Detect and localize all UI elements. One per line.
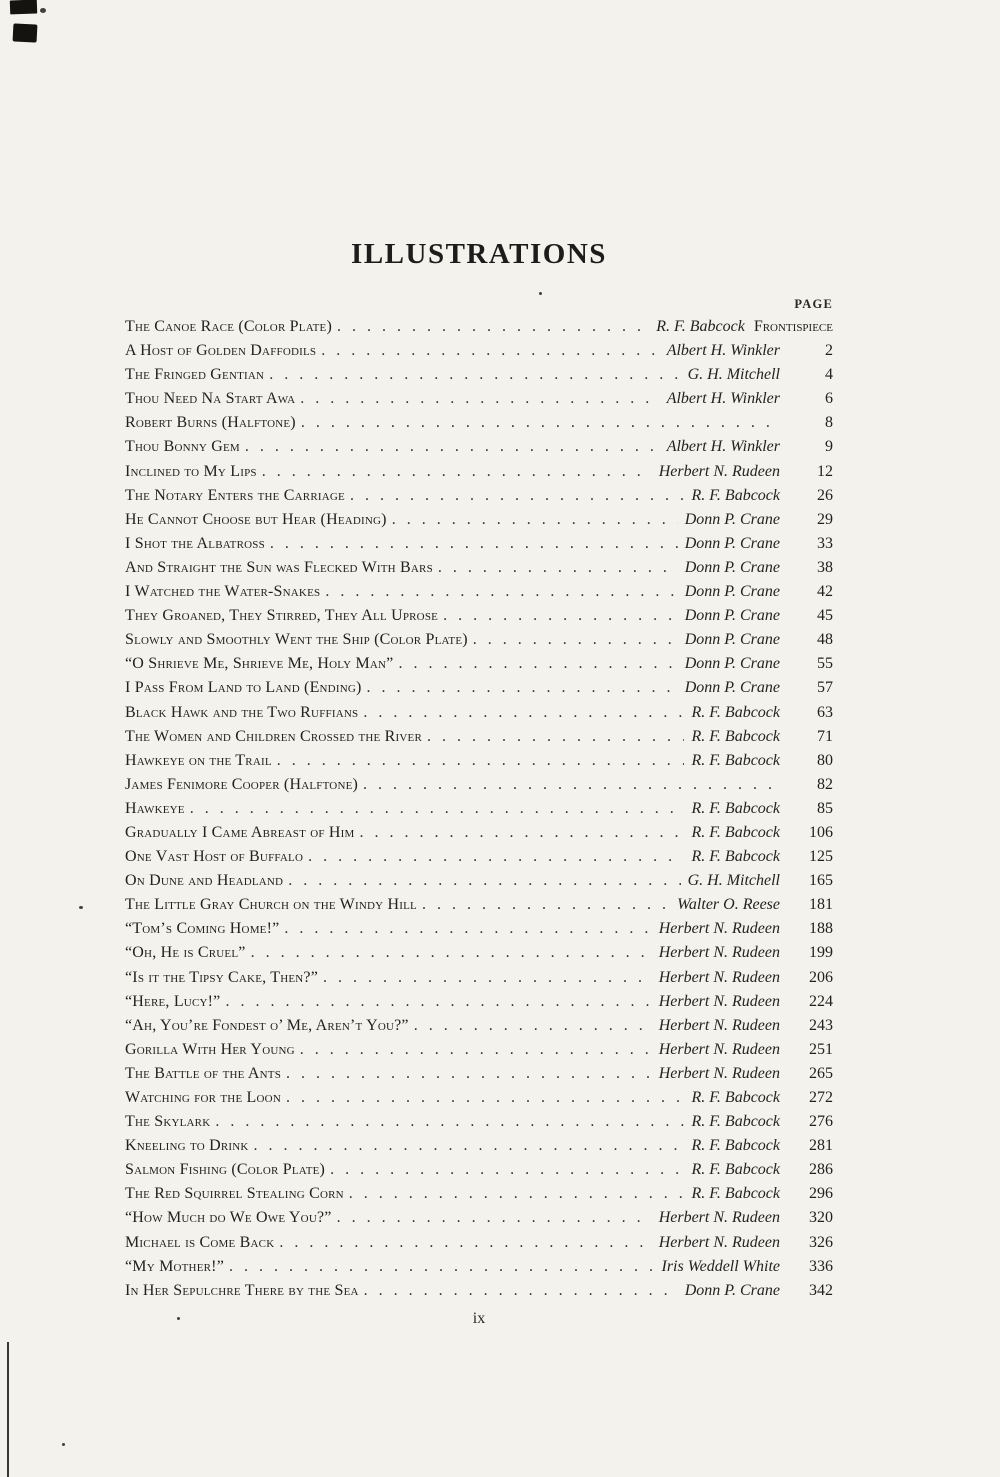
- entry-artist: G. H. Mitchell: [687, 872, 780, 890]
- entry-title: I Pass From Land to Land (Ending): [125, 679, 362, 697]
- entry-artist: Herbert N. Rudeen: [658, 1209, 780, 1227]
- illustration-entry: [125, 869, 833, 893]
- scan-artifact-blob: [13, 23, 38, 42]
- entry-title: “Is it the Tipsy Cake, Then?”: [125, 968, 319, 986]
- entry-title: Gorilla With Her Young: [125, 1040, 295, 1058]
- entry-artist: Herbert N. Rudeen: [658, 992, 780, 1010]
- entry-title: I Shot the Albatross: [125, 534, 265, 552]
- entry-title: In Her Sepulchre There by the Sea: [125, 1281, 359, 1299]
- leader-dots: [363, 773, 773, 797]
- illustration-entry: [125, 941, 833, 965]
- entry-title: “Ah, You’re Fondest o’ Me, Aren’t You?”: [125, 1016, 409, 1034]
- leader-dots: [330, 1158, 684, 1182]
- entry-title: Thou Bonny Gem: [125, 438, 240, 456]
- illustration-entry: [125, 773, 833, 797]
- illustration-entry: [125, 363, 833, 387]
- entry-title: “Here, Lucy!”: [125, 992, 221, 1010]
- entry-page: 48: [817, 631, 833, 649]
- entry-page: 80: [817, 751, 833, 769]
- entry-title: Inclined to My Lips: [125, 462, 257, 480]
- entry-artist: R. F. Babcock: [691, 751, 780, 769]
- entry-page: 243: [809, 1016, 833, 1034]
- entry-title: The Fringed Gentian: [125, 366, 265, 384]
- illustration-entry: [125, 1062, 833, 1086]
- entry-artist: Herbert N. Rudeen: [658, 944, 780, 962]
- entry-title: Slowly and Smoothly Went the Ship (Color Plate): [125, 631, 468, 649]
- entry-page: 272: [809, 1089, 833, 1106]
- illustration-entry: [125, 604, 833, 628]
- entry-artist: Albert H. Winkler: [666, 438, 780, 456]
- entry-page: 85: [817, 799, 833, 817]
- entry-page: 106: [809, 823, 833, 841]
- leader-dots: [286, 1062, 652, 1086]
- illustration-entry: [125, 749, 833, 773]
- entry-page: 71: [817, 727, 833, 745]
- leader-dots: [190, 797, 685, 821]
- leader-dots: [288, 869, 680, 893]
- leader-dots: [225, 990, 651, 1014]
- page-column-header: PAGE: [794, 297, 833, 311]
- entry-page: 8: [825, 414, 833, 432]
- scan-artifact-speck: [62, 1443, 65, 1446]
- illustration-entry: [125, 893, 833, 917]
- entry-page: 57: [817, 679, 833, 697]
- entry-page: 326: [809, 1233, 833, 1251]
- entry-page: 281: [809, 1137, 833, 1155]
- entry-title: The Battle of the Ants: [125, 1064, 282, 1082]
- entry-page: 181: [809, 896, 833, 914]
- entry-page: 82: [817, 775, 833, 793]
- scan-artifact-speck: [79, 906, 83, 909]
- entry-artist: Donn P. Crane: [684, 534, 780, 552]
- entry-page: 45: [817, 607, 833, 625]
- folio-number: ix: [472, 1310, 486, 1327]
- illustration-entry: [125, 1158, 833, 1182]
- entry-artist: Donn P. Crane: [684, 583, 780, 601]
- leader-dots: [349, 1182, 685, 1206]
- leader-dots: [277, 749, 685, 773]
- leader-dots: [364, 1279, 678, 1303]
- illustration-entry: [125, 508, 833, 532]
- illustration-entry: [125, 628, 833, 652]
- entry-page: 4: [825, 366, 833, 384]
- page-title: ILLUSTRATIONS: [351, 238, 607, 270]
- entry-title: A Host of Golden Daffodils: [125, 342, 317, 360]
- illustration-entry: [125, 411, 833, 435]
- illustration-entry: [125, 1182, 833, 1206]
- leader-dots: [284, 917, 651, 941]
- entry-title: Thou Need Na Start Awa: [125, 390, 296, 408]
- entry-artist: R. F. Babcock: [691, 848, 780, 866]
- illustration-entry: [125, 1279, 833, 1303]
- entry-page: 165: [809, 872, 833, 890]
- entry-artist: R. F. Babcock: [691, 727, 780, 745]
- entry-title: He Cannot Choose but Hear (Heading): [125, 510, 387, 528]
- scan-artifact-blob: [40, 8, 46, 13]
- leader-dots: [337, 1206, 652, 1230]
- entry-artist: Donn P. Crane: [684, 655, 780, 673]
- leader-dots: [301, 411, 773, 435]
- illustration-entry: [125, 315, 833, 339]
- entry-page: 276: [809, 1113, 833, 1131]
- entry-page: 42: [817, 583, 833, 601]
- illustrations-page: [125, 238, 833, 1303]
- leader-dots: [321, 339, 659, 363]
- illustration-entry: [125, 652, 833, 676]
- entry-title: Kneeling to Drink: [125, 1137, 249, 1155]
- illustration-entry: [125, 532, 833, 556]
- illustration-entry: [125, 1014, 833, 1038]
- entry-page: 336: [809, 1257, 833, 1275]
- illustration-entry: [125, 797, 833, 821]
- entry-artist: Herbert N. Rudeen: [658, 462, 780, 480]
- entry-title: “How Much do We Owe You?”: [125, 1209, 332, 1227]
- entry-title: Robert Burns (Halftone): [125, 414, 296, 432]
- entry-title: On Dune and Headland: [125, 872, 284, 890]
- entry-page: 33: [817, 534, 833, 552]
- entry-page: 125: [809, 848, 833, 866]
- illustration-entry: [125, 1255, 833, 1279]
- entry-title: The Skylark: [125, 1113, 211, 1131]
- entry-artist: Walter O. Reese: [677, 896, 780, 914]
- entry-title: One Vast Host of Buffalo: [125, 848, 304, 866]
- leader-dots: [279, 1231, 651, 1255]
- illustration-entry: [125, 435, 833, 459]
- leader-dots: [300, 1038, 652, 1062]
- entry-artist: R. F. Babcock: [691, 823, 780, 841]
- leader-dots: [422, 893, 670, 917]
- leader-dots: [323, 966, 652, 990]
- entry-page: 9: [825, 438, 833, 456]
- illustration-entry: [125, 1086, 833, 1110]
- entry-title: “O Shrieve Me, Shrieve Me, Holy Man”: [125, 655, 394, 673]
- scan-artifact-edge-line: [7, 1342, 9, 1477]
- leader-dots: [363, 701, 684, 725]
- scan-artifact-blob: [10, 0, 37, 14]
- illustration-entry: [125, 460, 833, 484]
- entry-page: 6: [825, 390, 833, 408]
- entry-page: 224: [809, 992, 833, 1010]
- entry-page: 206: [809, 968, 833, 986]
- illustration-entry: [125, 725, 833, 749]
- entry-title: Hawkeye on the Trail: [125, 751, 272, 769]
- illustration-entry: [125, 917, 833, 941]
- illustration-entry: [125, 1206, 833, 1230]
- leader-dots: [270, 532, 678, 556]
- illustration-entry: [125, 1038, 833, 1062]
- entry-title: “My Mother!”: [125, 1257, 224, 1275]
- entry-page: 29: [817, 510, 833, 528]
- entry-title: The Notary Enters the Carriage: [125, 486, 345, 504]
- illustration-entry: [125, 339, 833, 363]
- entry-title: “Tom’s Coming Home!”: [125, 920, 280, 938]
- entry-title: James Fenimore Cooper (Halftone): [125, 775, 359, 793]
- entry-page: 188: [809, 920, 833, 938]
- illustration-entry: [125, 556, 833, 580]
- leader-dots: [473, 628, 678, 652]
- entry-page: 342: [809, 1281, 833, 1299]
- entry-artist: R. F. Babcock: [691, 1137, 780, 1155]
- entry-title: The Canoe Race (Color Plate): [125, 318, 332, 335]
- illustration-entry: [125, 1110, 833, 1134]
- entry-artist: Herbert N. Rudeen: [658, 1233, 780, 1251]
- entry-title: “Oh, He is Cruel”: [125, 944, 246, 962]
- leader-dots: [398, 652, 677, 676]
- entry-page: 251: [809, 1040, 833, 1058]
- illustration-entry: [125, 580, 833, 604]
- entry-artist: Donn P. Crane: [684, 1281, 780, 1299]
- entry-page: 26: [817, 486, 833, 504]
- entry-artist: Herbert N. Rudeen: [658, 1040, 780, 1058]
- illustration-entry: [125, 821, 833, 845]
- entry-title: They Groaned, They Stirred, They All Uprose: [125, 607, 439, 625]
- entry-artist: R. F. Babcock: [691, 799, 780, 817]
- entry-artist: R. F. Babcock: [691, 703, 780, 721]
- entry-artist: Donn P. Crane: [684, 631, 780, 649]
- leader-dots: [286, 1086, 684, 1110]
- illustration-entry: [125, 387, 833, 411]
- entry-artist: Donn P. Crane: [684, 510, 780, 528]
- entry-title: Black Hawk and the Two Ruffians: [125, 703, 359, 721]
- entry-artist: Herbert N. Rudeen: [658, 1016, 780, 1034]
- entry-title: The Red Squirrel Stealing Corn: [125, 1185, 344, 1203]
- entry-page: 265: [809, 1064, 833, 1082]
- leader-dots: [308, 845, 684, 869]
- entry-page: 286: [809, 1161, 833, 1179]
- entry-page: 63: [817, 703, 833, 721]
- entry-title: Watching for the Loon: [125, 1089, 281, 1106]
- entry-title: Michael is Come Back: [125, 1233, 275, 1251]
- entry-artist: Albert H. Winkler: [666, 390, 780, 408]
- leader-dots: [325, 580, 677, 604]
- illustration-entry: [125, 1134, 833, 1158]
- entry-artist: Herbert N. Rudeen: [658, 1064, 780, 1082]
- leader-dots: [360, 821, 685, 845]
- leader-dots: [392, 508, 678, 532]
- entry-page: Frontispiece: [753, 318, 833, 335]
- entry-title: And Straight the Sun was Flecked With Bars: [125, 558, 433, 576]
- entry-artist: Iris Weddell White: [661, 1257, 780, 1275]
- leader-dots: [262, 460, 652, 484]
- entry-artist: G. H. Mitchell: [687, 366, 780, 384]
- leader-dots: [438, 556, 678, 580]
- entry-artist: R. F. Babcock: [691, 1113, 780, 1131]
- entry-title: The Little Gray Church on the Windy Hill: [125, 896, 417, 914]
- illustrations-list: [125, 315, 833, 1303]
- entry-artist: Herbert N. Rudeen: [658, 968, 780, 986]
- leader-dots: [215, 1110, 684, 1134]
- entry-page: 12: [817, 462, 833, 480]
- entry-title: I Watched the Water-Snakes: [125, 583, 321, 601]
- entry-artist: Donn P. Crane: [684, 558, 780, 576]
- entry-page: 2: [825, 342, 833, 360]
- leader-dots: [229, 1255, 655, 1279]
- entry-artist: R. F. Babcock: [656, 318, 745, 335]
- entry-page: 296: [809, 1185, 833, 1203]
- illustration-entry: [125, 484, 833, 508]
- entry-page: 55: [817, 655, 833, 673]
- leader-dots: [251, 941, 652, 965]
- entry-artist: Donn P. Crane: [684, 607, 780, 625]
- entry-artist: Donn P. Crane: [684, 679, 780, 697]
- illustration-entry: [125, 845, 833, 869]
- entry-page: 38: [817, 558, 833, 576]
- leader-dots: [337, 315, 649, 339]
- entry-page: 320: [809, 1209, 833, 1227]
- leader-dots: [269, 363, 680, 387]
- leader-dots: [254, 1134, 685, 1158]
- entry-artist: R. F. Babcock: [691, 486, 780, 504]
- entry-artist: R. F. Babcock: [691, 1185, 780, 1203]
- entry-title: The Women and Children Crossed the River: [125, 727, 422, 745]
- entry-artist: Herbert N. Rudeen: [658, 920, 780, 938]
- illustration-entry: [125, 701, 833, 725]
- illustration-entry: [125, 990, 833, 1014]
- entry-artist: R. F. Babcock: [691, 1161, 780, 1179]
- leader-dots: [414, 1014, 652, 1038]
- entry-page: 199: [809, 944, 833, 962]
- entry-artist: R. F. Babcock: [691, 1089, 780, 1106]
- leader-dots: [427, 725, 684, 749]
- leader-dots: [443, 604, 678, 628]
- leader-dots: [367, 676, 678, 700]
- leader-dots: [300, 387, 659, 411]
- entry-title: Gradually I Came Abreast of Him: [125, 823, 355, 841]
- illustration-entry: [125, 1231, 833, 1255]
- illustration-entry: [125, 676, 833, 700]
- leader-dots: [350, 484, 684, 508]
- entry-title: Hawkeye: [125, 799, 185, 817]
- illustration-entry: [125, 966, 833, 990]
- entry-artist: Albert H. Winkler: [666, 342, 780, 360]
- leader-dots: [245, 435, 660, 459]
- entry-title: Salmon Fishing (Color Plate): [125, 1161, 326, 1179]
